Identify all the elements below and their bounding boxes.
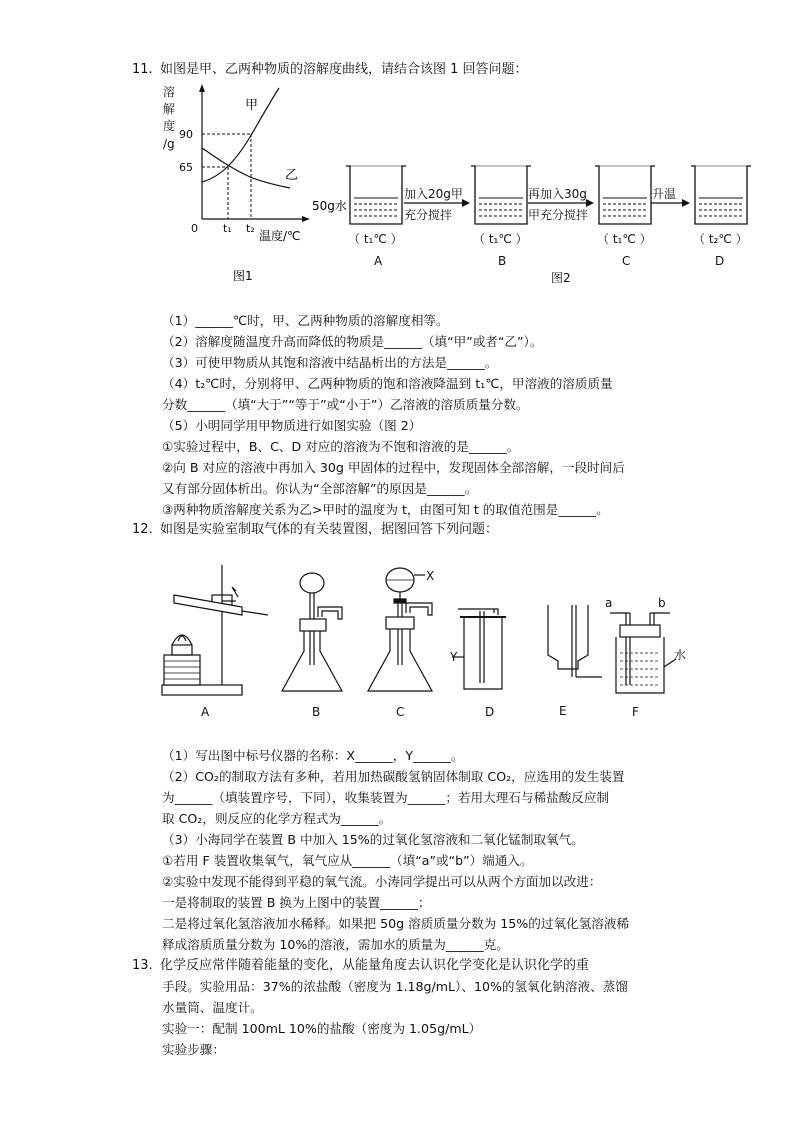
beaker-d — [691, 166, 751, 224]
q12-line: 为______（填装置序号，下同），收集装置为______；若用大理石与稀盐酸反应制 — [162, 790, 610, 805]
curve-jia-label: 甲 — [245, 98, 259, 113]
curve-jia — [202, 88, 279, 182]
q11-line: ③两种物质溶解度关系为乙>甲时的温度为 t，由图可知 t 的取值范围是______。 — [162, 502, 609, 517]
x-axis-label: 温度/℃ — [259, 229, 301, 243]
y-tick-90: 90 — [179, 128, 193, 141]
y-tick-65: 65 — [179, 161, 193, 174]
q13-line: 实验一：配制 100mL 10%的盐酸（密度为 1.05g/mL） — [162, 1021, 482, 1036]
q11-line: 又有部分固体析出。你认为“全部溶解”的原因是______。 — [162, 481, 478, 496]
q12-line: ①若用 F 装置收集氧气，氧气应从______（填“a”或“b”）端通入。 — [162, 853, 533, 868]
q11-line: （4）t₂℃时，分别将甲、乙两种物质的饱和溶液降温到 t₁℃，甲溶液的溶质质量 — [162, 376, 613, 391]
temp-c: （ t₁℃ ） — [597, 232, 652, 246]
temp-d: （ t₂℃ ） — [693, 232, 748, 246]
beaker-a — [346, 166, 406, 224]
curve-yi — [202, 148, 290, 188]
label-b-port: b — [658, 596, 666, 610]
q13-line: 实验步骤： — [162, 1042, 225, 1057]
q12-line: （1）写出图中标号仪器的名称：X______，Y______。 — [162, 748, 464, 763]
figure2-caption: 图2 — [551, 271, 571, 285]
label-d: D — [715, 254, 725, 268]
apparatus-label-a: A — [201, 705, 210, 719]
q13-number: 13. — [132, 958, 153, 973]
ylabel-char-3: 度 — [163, 119, 176, 133]
q11-line: （5）小明同学用甲物质进行如图实验（图 2） — [162, 418, 422, 433]
origin-label: 0 — [191, 222, 198, 235]
q12-line: （3）小海同学在装置 B 中加入 15%的过氧化氢溶液和二氧化锰制取氧气。 — [162, 832, 584, 847]
label-y: Y — [450, 650, 458, 664]
temp-b: （ t₁℃ ） — [473, 232, 528, 246]
step1-top: 加入20g甲 — [404, 187, 463, 201]
q11-line: （1）______℃时，甲、乙两种物质的溶解度相等。 — [162, 313, 449, 328]
label-x: X — [426, 569, 435, 583]
q12-number: 12. — [132, 522, 153, 537]
q11-line: （3）可使甲物质从其饱和溶液中结晶析出的方法是______。 — [162, 355, 498, 370]
beaker-c — [595, 166, 655, 224]
q11-line: ①实验过程中，B、C、D 对应的溶液为不饱和溶液的是______。 — [162, 439, 520, 454]
y-axis-arrow — [199, 84, 205, 92]
q12-prompt: 如图是实验室制取气体的有关装置图，据图回答下列问题： — [160, 522, 499, 537]
q11-number: 11. — [132, 62, 153, 77]
water-label: 50g水 — [312, 199, 347, 213]
x-tick-t1: t₁ — [223, 222, 232, 235]
step1-bottom: 充分搅拌 — [404, 208, 453, 222]
q11-line: 分数______（填“大于”“等于”或“小于”）乙溶液的溶质质量分数。 — [162, 397, 529, 412]
step2-bottom: 甲充分搅拌 — [528, 208, 589, 222]
solubility-curve-figure — [155, 82, 315, 287]
q12-line: 取 CO₂，则反应的化学方程式为______。 — [162, 811, 392, 826]
label-c: C — [622, 254, 631, 268]
apparatus-f — [610, 613, 676, 693]
step3-label: 升温 — [652, 187, 677, 201]
apparatus-c — [368, 568, 435, 691]
q11-line: （2）溶解度随温度升高而降低的物质是______（填“甲”或者“乙”）。 — [162, 334, 543, 349]
figure1-caption: 图1 — [233, 269, 253, 283]
apparatus-e — [548, 605, 602, 677]
q12-line: 一是将制取的装置 B 换为上图中的装置______； — [162, 895, 431, 910]
q11-line: ②向 B 对应的溶液中再加入 30g 甲固体的过程中，发现固体全部溶解，一段时间后 — [162, 460, 625, 475]
q12-line: （2）CO₂的制取方法有多种，若用加热碳酸氢钠固体制取 CO₂，应选用的发生装置 — [162, 769, 625, 784]
temp-a: （ t₁℃ ） — [348, 232, 403, 246]
apparatus-label-d: D — [485, 705, 495, 719]
q13-line: 化学反应常伴随着能量的变化，从能量角度去认识化学变化是认识化学的重 — [160, 958, 590, 973]
ylabel-char-2: 解 — [163, 102, 176, 116]
q13-line: 手段。实验用品：37%的浓盐酸（密度为 1.18g/mL）、10%的氢氧化钠溶液、蒸馏 — [162, 979, 628, 994]
apparatus-label-f: F — [632, 705, 639, 719]
q13-line: 水量筒、温度计。 — [162, 1000, 263, 1015]
apparatus-a — [162, 565, 268, 695]
q12-line: 释成溶质质量分数为 10%的溶液，需加水的质量为______克。 — [162, 937, 509, 952]
apparatus-b — [282, 573, 342, 691]
curve-yi-label: 乙 — [285, 168, 299, 183]
step2-top: 再加入30g — [528, 187, 587, 201]
apparatus-label-b: B — [312, 705, 321, 719]
beaker-experiment-figure — [308, 158, 768, 288]
apparatus-d — [452, 609, 506, 689]
apparatus-label-e: E — [559, 704, 567, 718]
label-water: 水 — [674, 648, 687, 662]
x-tick-t2: t₂ — [246, 222, 255, 235]
ylabel-char-4: /g — [163, 137, 175, 151]
label-b: B — [498, 254, 507, 268]
q12-line: 二是将过氧化氢溶液加水稀释。如果把 50g 溶质质量分数为 15%的过氧化氢溶液稀 — [162, 916, 630, 931]
q11-prompt: 如图是甲、乙两种物质的溶解度曲线，请结合该图 1 回答问题： — [160, 62, 528, 77]
apparatus-figure — [150, 555, 690, 725]
beaker-b — [471, 166, 531, 224]
q12-line: ②实验中发现不能得到平稳的氧气流。小涛同学提出可以从两个方面加以改进： — [162, 874, 602, 889]
apparatus-label-c: C — [396, 705, 405, 719]
ylabel-char-1: 溶 — [163, 85, 176, 99]
label-a: A — [374, 254, 383, 268]
label-a-port: a — [605, 596, 613, 610]
